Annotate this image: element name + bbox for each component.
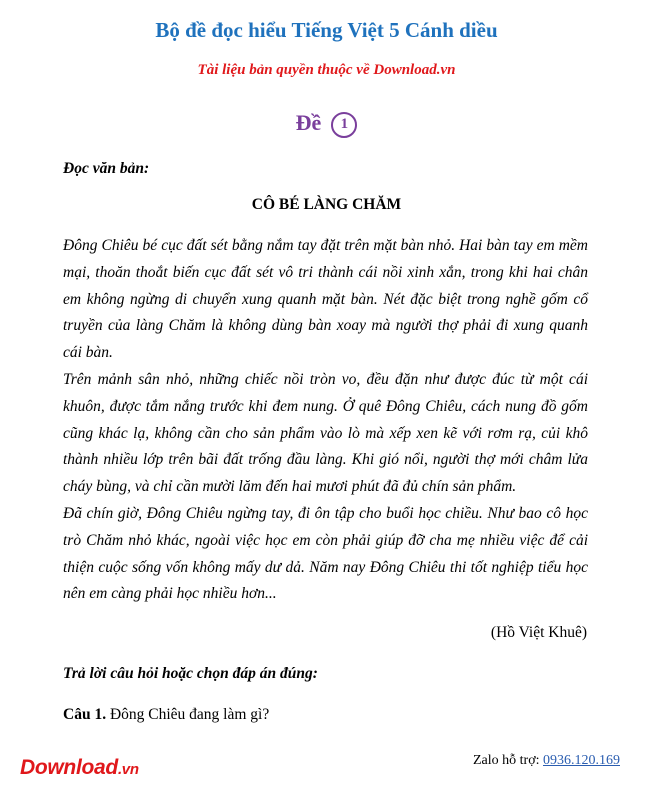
exam-label: Đề (295, 110, 322, 135)
story-paragraph: Trên mảnh sân nhỏ, những chiếc nồi tròn vo, đều đặn như được đúc từ một cái khuôn, được tắm nắng trước khi đem nung. Ở quê Đông Chiêu, cách nung đồ gốm cũng khác lạ, không cần cho sản phẩm vào lò mà xếp xen kẽ với rơm rạ, củi khô thành nhiều lớp trên bãi đất trống đầu làng. Khi gió nổi, người thợ mới châm lửa cháy bùng, và chỉ cần mười lăm đến hai mươi phút đã đủ chín sản phẩm. (63, 370, 588, 496)
exam-heading (0, 110, 653, 138)
exam-number-badge: 1 (331, 112, 357, 138)
logo-tld-text: .vn (117, 761, 139, 778)
footer-support (473, 753, 620, 769)
reading-label: Đọc văn bản: (63, 160, 150, 177)
question-number: Câu 1. (63, 706, 107, 723)
story-paragraph: Đông Chiêu bé cục đất sét bằng nắm tay đặt trên mặt bàn nhỏ. Hai bàn tay em mềm mại, thoăn thoắt biến cục đất sét vô tri thành cái nồi xinh xắn, trong khi hai chân em không ngừng di chuyển xung quanh mặt bàn. Nét đặc biệt trong nghề gốm cổ truyền của làng Chăm là không dùng bàn xoay mà người thợ phải đi xung quanh cái bàn. (63, 237, 588, 362)
copyright-notice: Tài liệu bản quyền thuộc về Download.vn (197, 62, 456, 78)
support-label: Zalo hỗ trợ: (473, 753, 543, 768)
story-text (63, 233, 588, 608)
questions-label: Trả lời câu hỏi hoặc chọn đáp án đúng: (63, 665, 318, 682)
logo-main-text: Download (20, 756, 118, 779)
story-author: (Hồ Việt Khuê) (490, 624, 587, 641)
story-paragraph: Đã chín giờ, Đông Chiêu ngừng tay, đi ôn tập cho buổi học chiều. Như bao cô học trò Chăm nhỏ khác, ngoài việc học em còn phải giúp đỡ cha mẹ nhiều việc để cải thiện cuộc sống vốn không mấy dư dả. Năm nay Đông Chiêu thi tốt nghiệp tiểu học nên em càng phải học nhiều hơn... (63, 504, 588, 603)
download-logo[interactable] (20, 756, 139, 780)
document-title: Bộ đề đọc hiểu Tiếng Việt 5 Cánh diều (155, 18, 498, 42)
story-title: CÔ BÉ LÀNG CHĂM (251, 196, 402, 213)
question-text: Đông Chiêu đang làm gì? (106, 706, 270, 723)
support-phone-link[interactable]: 0936.120.169 (543, 753, 620, 768)
question-item (63, 706, 269, 724)
